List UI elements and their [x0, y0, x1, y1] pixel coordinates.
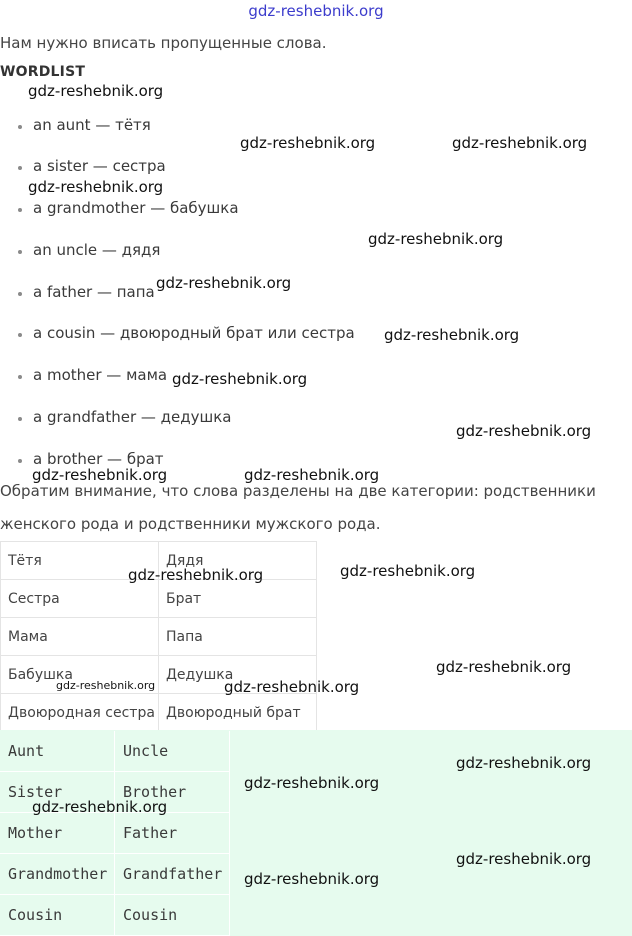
paragraph-line-1: Обратим внимание, что слова разделены на две категории: родственники	[0, 482, 596, 500]
watermark: gdz-reshebnik.org	[452, 134, 588, 152]
watermark: gdz-reshebnik.org	[456, 850, 592, 868]
table-row	[0, 813, 230, 854]
table-cell: Двоюродная сестра	[1, 694, 159, 732]
table-cell: Мама	[1, 618, 159, 656]
watermark: gdz-reshebnik.org	[244, 466, 380, 484]
bullet-icon	[18, 250, 22, 254]
bullet-icon	[18, 459, 22, 463]
wordlist-title: WORDLIST	[0, 64, 86, 80]
table-cell: Бабушка	[1, 656, 159, 694]
table-cell: Двоюродный брат	[158, 694, 316, 732]
table-row	[0, 895, 230, 936]
table-cell: Father	[115, 813, 230, 854]
paragraph-line-2: женского рода и родственники мужского рода.	[0, 515, 381, 533]
watermark: gdz-reshebnik.org	[384, 326, 520, 344]
watermark: gdz-reshebnik.org	[244, 774, 380, 792]
table-cell: Uncle	[115, 731, 230, 772]
watermark: gdz-reshebnik.org	[240, 134, 376, 152]
table-cell: Cousin	[115, 895, 230, 936]
table-cell: Mother	[0, 813, 115, 854]
watermark: gdz-reshebnik.org	[456, 754, 592, 772]
watermark: gdz-reshebnik.org	[340, 562, 476, 580]
watermark: gdz-reshebnik.org	[128, 566, 264, 584]
table-cell: Grandfather	[115, 854, 230, 895]
table-cell: Папа	[158, 618, 316, 656]
table-row	[0, 731, 230, 772]
watermark: gdz-reshebnik.org	[244, 870, 380, 888]
bullet-icon	[18, 125, 22, 129]
table-cell: Сестра	[1, 580, 159, 618]
bullet-icon	[18, 417, 22, 421]
table-cell: Дедушка	[158, 656, 316, 694]
bullet-icon	[18, 333, 22, 337]
table-cell: Тётя	[1, 542, 159, 580]
table-cell: Cousin	[0, 895, 115, 936]
watermark: gdz-reshebnik.org	[224, 678, 360, 696]
english-relatives-table	[0, 731, 230, 936]
intro-text: Нам нужно вписать пропущенные слова.	[0, 34, 327, 52]
table-cell: Aunt	[0, 731, 115, 772]
site-header-link[interactable]: gdz-reshebnik.org	[248, 2, 384, 20]
watermark: gdz-reshebnik.org	[32, 466, 168, 484]
watermark: gdz-reshebnik.org	[56, 679, 156, 692]
table-row	[1, 580, 317, 618]
watermark: gdz-reshebnik.org	[28, 178, 164, 196]
table-row	[1, 618, 317, 656]
bullet-icon	[18, 292, 22, 296]
table-cell: Grandmother	[0, 854, 115, 895]
table-cell: Дядя	[158, 542, 316, 580]
bullet-icon	[18, 375, 22, 379]
bullet-icon	[18, 208, 22, 212]
watermark: gdz-reshebnik.org	[456, 422, 592, 440]
watermark: gdz-reshebnik.org	[436, 658, 572, 676]
watermark: gdz-reshebnik.org	[28, 82, 164, 100]
watermark: gdz-reshebnik.org	[172, 370, 308, 388]
bullet-icon	[18, 166, 22, 170]
table-row	[0, 854, 230, 895]
table-row	[1, 694, 317, 732]
table-cell: Брат	[158, 580, 316, 618]
table-cell: Sister	[0, 772, 115, 813]
watermark: gdz-reshebnik.org	[368, 230, 504, 248]
table-cell: Brother	[115, 772, 230, 813]
watermark: gdz-reshebnik.org	[156, 274, 292, 292]
watermark: gdz-reshebnik.org	[32, 798, 168, 816]
